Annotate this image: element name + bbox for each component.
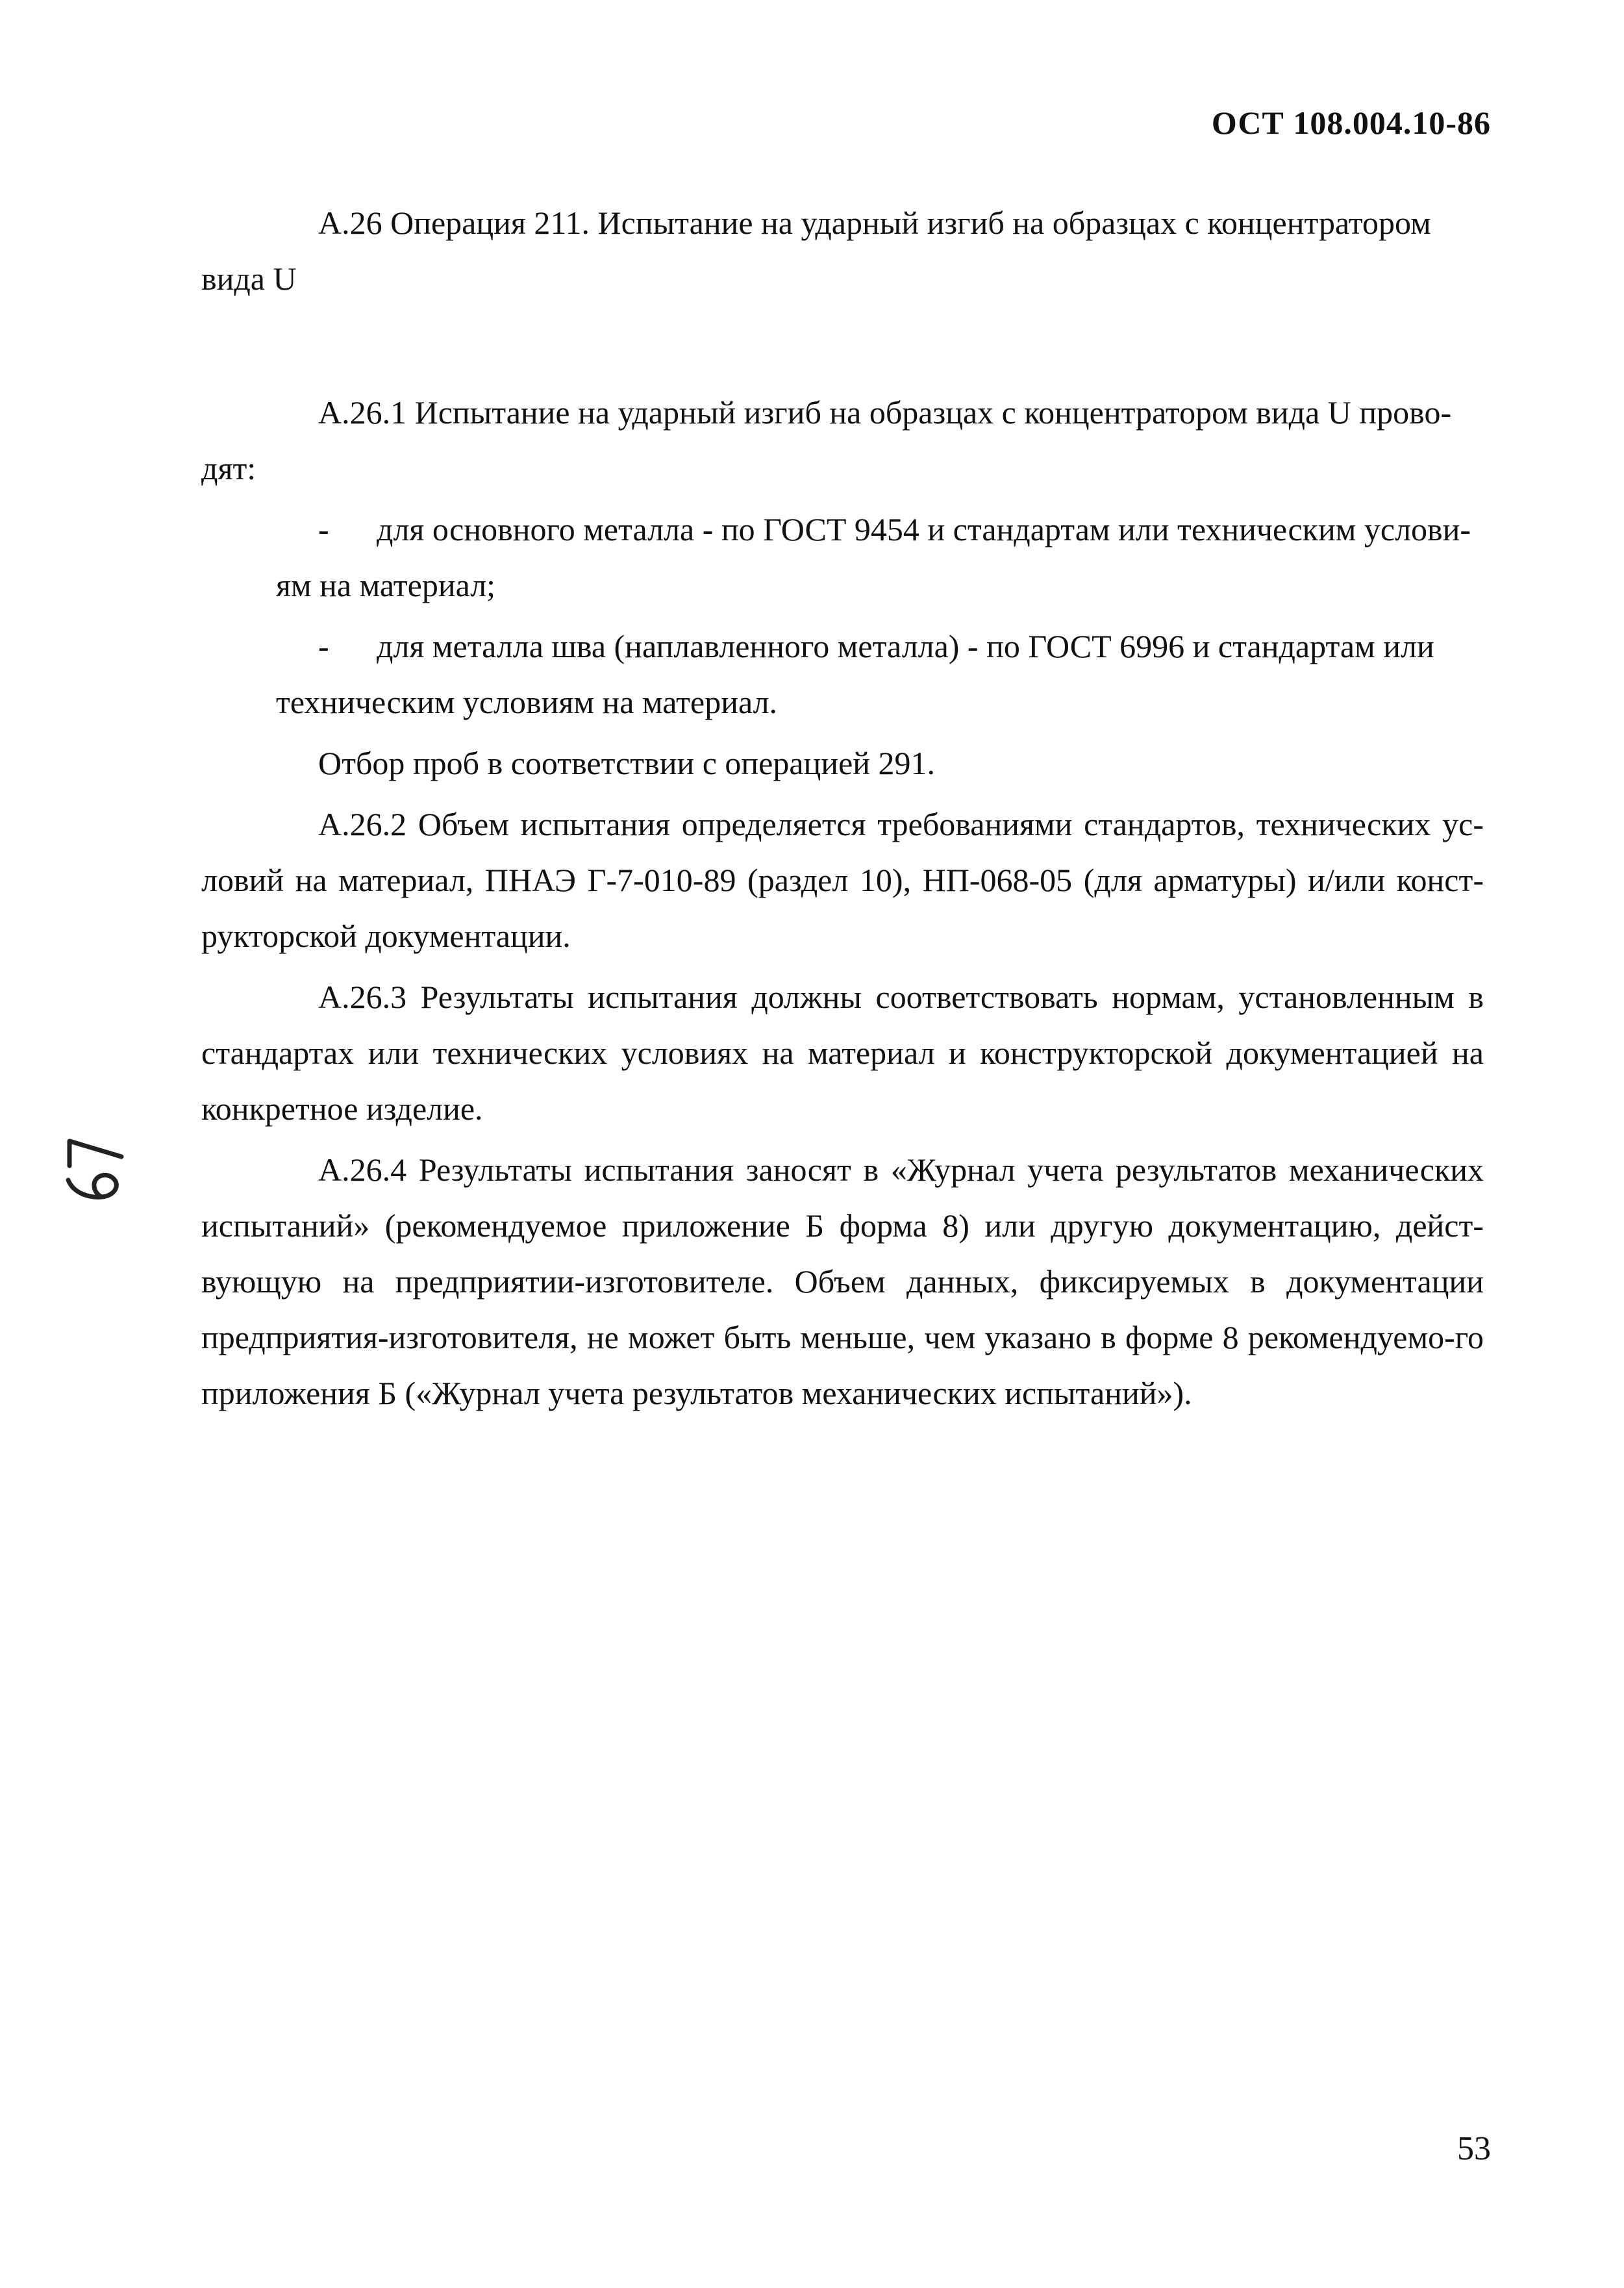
bullet-item-2-cont	[201, 674, 1484, 730]
section-title	[201, 195, 1484, 251]
spacer	[201, 1137, 1484, 1142]
section-title-line-2: вида U	[201, 260, 297, 297]
bullet-marker: -	[318, 628, 329, 664]
spacer	[201, 613, 1484, 618]
bullet-item-2	[201, 618, 1484, 674]
bullet-item-2-text: для металла шва (наплавленного металла) - по ГОСТ 6996 и стандартам или	[377, 628, 1434, 664]
paragraph-a26-1-cont	[201, 440, 1484, 496]
spacer	[201, 496, 1484, 501]
page-number: 53	[1457, 2130, 1491, 2167]
handwritten-67-icon	[52, 1117, 143, 1227]
section-title-line-1: А.26 Операция 211. Испытание на ударный изгиб на образцах с концентратором	[318, 205, 1431, 241]
bullet-item-1-text: для основного металла - по ГОСТ 9454 и стандартам или техническим услови-	[377, 511, 1471, 547]
handwritten-margin-number	[52, 1117, 143, 1227]
bullet-item-1-text-cont: ям на материал;	[276, 567, 496, 603]
document-body	[201, 195, 1484, 1421]
spacer	[201, 791, 1484, 796]
paragraph-a26-1	[201, 384, 1484, 440]
paragraph-a26-2: А.26.2 Объем испытания определяется требованиями стандартов, технических ус-ловий на материал, ПНАЭ Г-7-010-89 (раздел 10), НП-068-05 (для арматуры) и/или конст-рукторской документации.	[201, 806, 1484, 954]
paragraph-a26-1-line-2: дят:	[201, 450, 256, 486]
bullet-item-2-text-cont: техническим условиям на материал.	[276, 684, 778, 720]
spacer	[201, 730, 1484, 735]
spacer	[201, 307, 1484, 384]
paragraph-a26-1-line-1: А.26.1 Испытание на ударный изгиб на образцах с концентратором вида U прово-	[318, 394, 1452, 431]
bullet-item-1-cont	[201, 557, 1484, 613]
spacer	[201, 964, 1484, 969]
section-title-cont	[201, 251, 1484, 307]
bullet-item-1	[201, 501, 1484, 557]
document-code: ОСТ 108.004.10-86	[1211, 105, 1491, 141]
bullet-marker: -	[318, 511, 329, 547]
sampling-note: Отбор проб в соответствии с операцией 291.	[318, 745, 936, 781]
paragraph-a26-4: А.26.4 Результаты испытания заносят в «Журнал учета результатов механических испытаний» (рекомендуемое приложение Б форма 8) или другую документацию, дейст-вующую на предприятии-изготовителе. Объем данных, фиксируемых в документации предприятия-изготовителя, не может быть меньше, чем указано в форме 8 рекомендуемо-го приложения Б («Журнал учета результатов механических испытаний»).	[201, 1151, 1484, 1411]
paragraph-a26-3: А.26.3 Результаты испытания должны соответствовать нормам, установленным в стандартах или технических условиях на материал и конструкторской документацией на конкретное изделие.	[201, 979, 1484, 1127]
